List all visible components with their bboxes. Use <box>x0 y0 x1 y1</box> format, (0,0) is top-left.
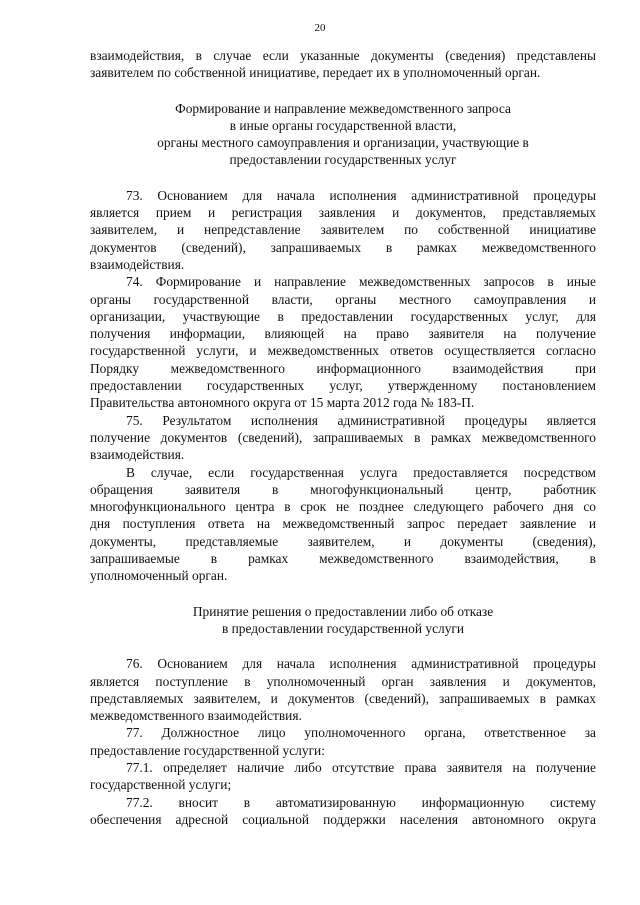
paragraph-76: 76. Основанием для начала исполнения административной процедуры является поступление в уполномоченный орган заявления и документов, представляемых заявителем, и документов (сведений), запрашиваемых в рамках межведомственного взаимодействия. <box>90 656 596 724</box>
intro-paragraph: взаимодействия, в случае если указанные документы (сведения) представлены заявителем по собственной инициативе, передает их в уполномоченный орган. <box>90 48 596 81</box>
document-body <box>90 47 596 828</box>
paragraph-77-1: 77.1. определяет наличие либо отсутствие права заявителя на получение государственной услуги; <box>90 759 596 793</box>
paragraph-75-mfc: В случае, если государственная услуга предоставляется посредством обращения заявителя в многофункциональный центр, работник многофункционального центра в срок не позднее следующего рабочего дня со дня поступления ответа на межведомственный запрос передает заявление и документы, представляемые заявителем, и документы (сведения), запрашиваемые в рамках межведомственного взаимодействия, в уполномоченный орган. <box>90 464 596 584</box>
section-heading-decision: Принятие решения о предоставлении либо об отказе в предоставлении государственной услуги <box>192 603 494 636</box>
paragraph-75: 75. Результатом исполнения административной процедуры является получение документов (сведений), запрашиваемых в рамках межведомственного взаимодействия. <box>90 412 596 463</box>
section-heading-interagency-request: Формирование и направление межведомственного запроса в иные органы государственной власти, органы местного самоуправления и организации, участвующие в предоставлении государственных услуг <box>157 100 529 168</box>
paragraph-77: 77. Должностное лицо уполномоченного органа, ответственное за предоставление государственной услуги: <box>90 725 596 758</box>
paragraph-74: 74. Формирование и направление межведомственных запросов в иные органы государственной власти, органы местного самоуправления и организации, участвующие в предоставлении государственных услуг, для получения информации, влияющей на право заявителя на получение государственной услуги, и межведомственных ответов осуществляется согласно Порядку межведомственного информационного взаимодействия при предоставлении государственных услуг, утвержденному постановлением Правительства автономного округа от 15 марта 2012 года № 183-П. <box>90 274 596 411</box>
page-number: 20 <box>314 22 326 34</box>
paragraph-73: 73. Основанием для начала исполнения административной процедуры является прием и регистрация заявления и документов, представляемых заявителем, и непредставление заявителем по собственной инициативе документов (сведений), запрашиваемых в рамках межведомственного взаимодействия. <box>90 187 596 272</box>
paragraph-77-2: 77.2. вносит в автоматизированную информационную систему обеспечения адресной социальной поддержки населения автономного округа <box>90 794 596 827</box>
